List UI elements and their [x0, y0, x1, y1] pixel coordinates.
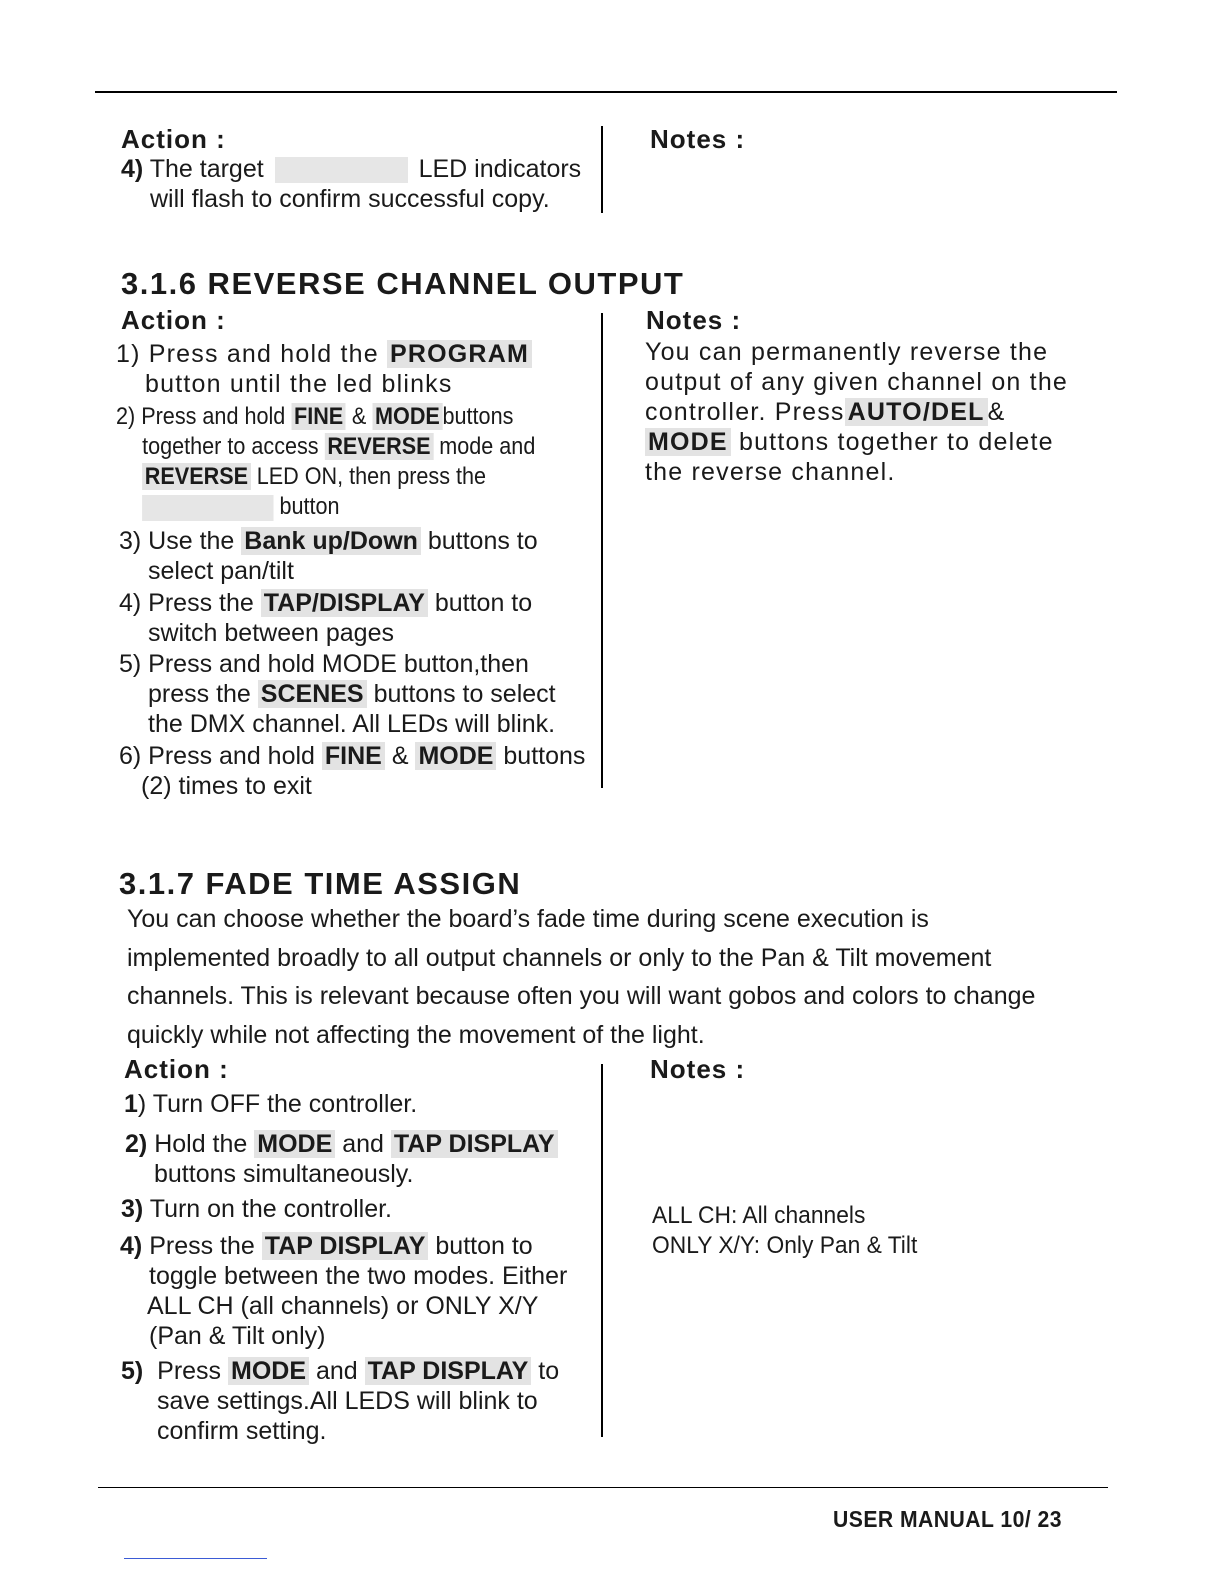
step-text: button	[279, 493, 340, 520]
step-text: ALL CH (all channels) or ONLY X/Y	[147, 1292, 539, 1320]
fade-step-1	[124, 1089, 417, 1119]
step-text: save settings.All LEDS will blink to	[157, 1387, 538, 1415]
step-text: press the	[148, 680, 251, 708]
step-text: the DMX channel. All LEDs will blink.	[148, 710, 556, 738]
note-text: controller. Press	[645, 398, 845, 426]
scenes-button-label: SCENES	[258, 680, 367, 708]
tap-display-button-label: TAP DISPLAY	[365, 1357, 532, 1385]
program-button-label: PROGRAM	[387, 340, 532, 368]
step-text: will flash to confirm successful copy.	[150, 185, 550, 213]
mode-button-label: MODE	[645, 428, 731, 456]
step-number: 4)	[120, 1232, 143, 1260]
intro-line: implemented broadly to all output channels or only to the Pan & Tilt movement	[127, 943, 992, 972]
auto-del-button-label: AUTO/DEL	[845, 398, 988, 426]
step-text: button until the led blinks	[145, 370, 453, 398]
step-text: Press the	[149, 1232, 255, 1260]
reverse-led-label: REVERSE	[142, 463, 251, 490]
fade-intro	[127, 900, 1035, 1054]
step-text: to	[538, 1357, 560, 1385]
step-text: buttons to select	[373, 680, 556, 708]
intro-line: channels. This is relevant because often you will want gobos and colors to change	[127, 982, 1036, 1010]
step-text: buttons to	[427, 527, 538, 555]
tap-display-button-label: TAP DISPLAY	[262, 1232, 429, 1260]
step-text: Press	[157, 1357, 222, 1385]
step-text: 4) Press the	[119, 589, 254, 617]
step-text: 3) Use the	[119, 527, 235, 555]
step-6	[119, 741, 585, 801]
column-divider	[601, 126, 603, 213]
header-rule	[95, 91, 1117, 93]
step-text: confirm setting.	[157, 1417, 327, 1445]
amp: &	[987, 398, 1006, 426]
reverse-button-label: REVERSE	[325, 433, 434, 460]
fade-step-3	[121, 1194, 392, 1224]
bank-up-down-button-label: Bank up/Down	[241, 527, 421, 555]
step-text: select pan/tilt	[148, 557, 294, 585]
step-number: 5)	[121, 1357, 144, 1385]
note-text: ONLY X/Y: Only Pan & Tilt	[652, 1232, 918, 1259]
column-divider	[601, 313, 603, 788]
note-text: buttons together to delete	[738, 428, 1054, 456]
step-text: and	[342, 1130, 384, 1158]
action-label: Action :	[121, 305, 226, 335]
fade-notes	[652, 1201, 917, 1261]
step-text: button to	[434, 589, 533, 617]
step-3	[119, 526, 538, 586]
step-text: 5) Press and hold MODE button,then	[119, 650, 529, 678]
intro-line: You can choose whether the board’s fade time during scene execution is	[127, 905, 929, 933]
step-text: together to access	[142, 433, 319, 460]
tap-display-button-label: TAP DISPLAY	[391, 1130, 558, 1158]
notes-label: Notes :	[646, 305, 742, 335]
note-text: You can permanently reverse the	[645, 338, 1049, 366]
step-1	[116, 339, 532, 399]
step-text: (2) times to exit	[141, 772, 312, 800]
mode-button-label: MODE	[372, 403, 442, 430]
redacted-button-name	[142, 495, 273, 521]
fade-step-4	[120, 1231, 567, 1351]
step-text: 6) Press and hold	[119, 742, 315, 770]
action-label: Action :	[121, 124, 226, 154]
step-4	[119, 588, 532, 648]
step-number: 2)	[125, 1130, 148, 1158]
step-number: 4)	[121, 155, 144, 183]
step-text: buttons	[442, 403, 514, 430]
fine-button-label: FINE	[291, 403, 346, 430]
step-text: buttons	[503, 742, 586, 770]
step-text: buttons simultaneously.	[154, 1160, 414, 1188]
step-text: switch between pages	[148, 619, 394, 647]
step-text: LED indicators	[418, 155, 582, 183]
note-text: ALL CH: All channels	[652, 1202, 866, 1229]
note-text: the reverse channel.	[645, 458, 896, 486]
step-4-text	[121, 154, 581, 214]
notes-label: Notes :	[650, 124, 746, 154]
step-number: 3)	[121, 1195, 144, 1223]
column-divider	[601, 1064, 603, 1437]
step-text: LED ON, then press the	[256, 463, 487, 490]
fade-step-2	[125, 1129, 558, 1189]
step-text: mode and	[439, 433, 536, 460]
step-2	[116, 402, 535, 522]
step-text: toggle between the two modes. Either	[149, 1262, 568, 1290]
mode-button-label: MODE	[254, 1130, 335, 1158]
amp: &	[351, 403, 367, 430]
fine-button-label: FINE	[322, 742, 385, 770]
page-footer: USER MANUAL 10/ 23	[833, 1506, 1062, 1532]
mode-button-label: MODE	[415, 742, 496, 770]
edge-mark	[124, 1558, 267, 1559]
step-5	[119, 649, 556, 739]
fade-step-5	[121, 1356, 559, 1446]
step-text: and	[315, 1357, 358, 1385]
step-text: The target	[149, 155, 264, 183]
reverse-notes	[645, 337, 1068, 487]
section-heading: 3.1.6 REVERSE CHANNEL OUTPUT	[121, 266, 685, 301]
step-text: button to	[435, 1232, 533, 1260]
intro-line: quickly while not affecting the movement of the light.	[127, 1020, 705, 1049]
redacted-button-name	[275, 157, 408, 183]
step-number: 1	[124, 1090, 138, 1118]
notes-label: Notes :	[650, 1054, 746, 1084]
step-text: ) Turn OFF the controller.	[137, 1090, 418, 1118]
mode-button-label: MODE	[228, 1357, 309, 1385]
tap-display-button-label: TAP/DISPLAY	[261, 589, 428, 617]
step-text: Hold the	[154, 1130, 248, 1158]
action-label: Action :	[124, 1054, 229, 1084]
step-text: Turn on the controller.	[149, 1195, 392, 1223]
note-text: output of any given channel on the	[645, 368, 1069, 396]
step-text: (Pan & Tilt only)	[149, 1322, 326, 1350]
step-text: 2) Press and hold	[116, 403, 286, 430]
step-text: 1) Press and hold the	[116, 340, 379, 368]
amp: &	[391, 742, 409, 770]
section-heading: 3.1.7 FADE TIME ASSIGN	[119, 866, 522, 901]
footer-rule	[98, 1487, 1108, 1488]
